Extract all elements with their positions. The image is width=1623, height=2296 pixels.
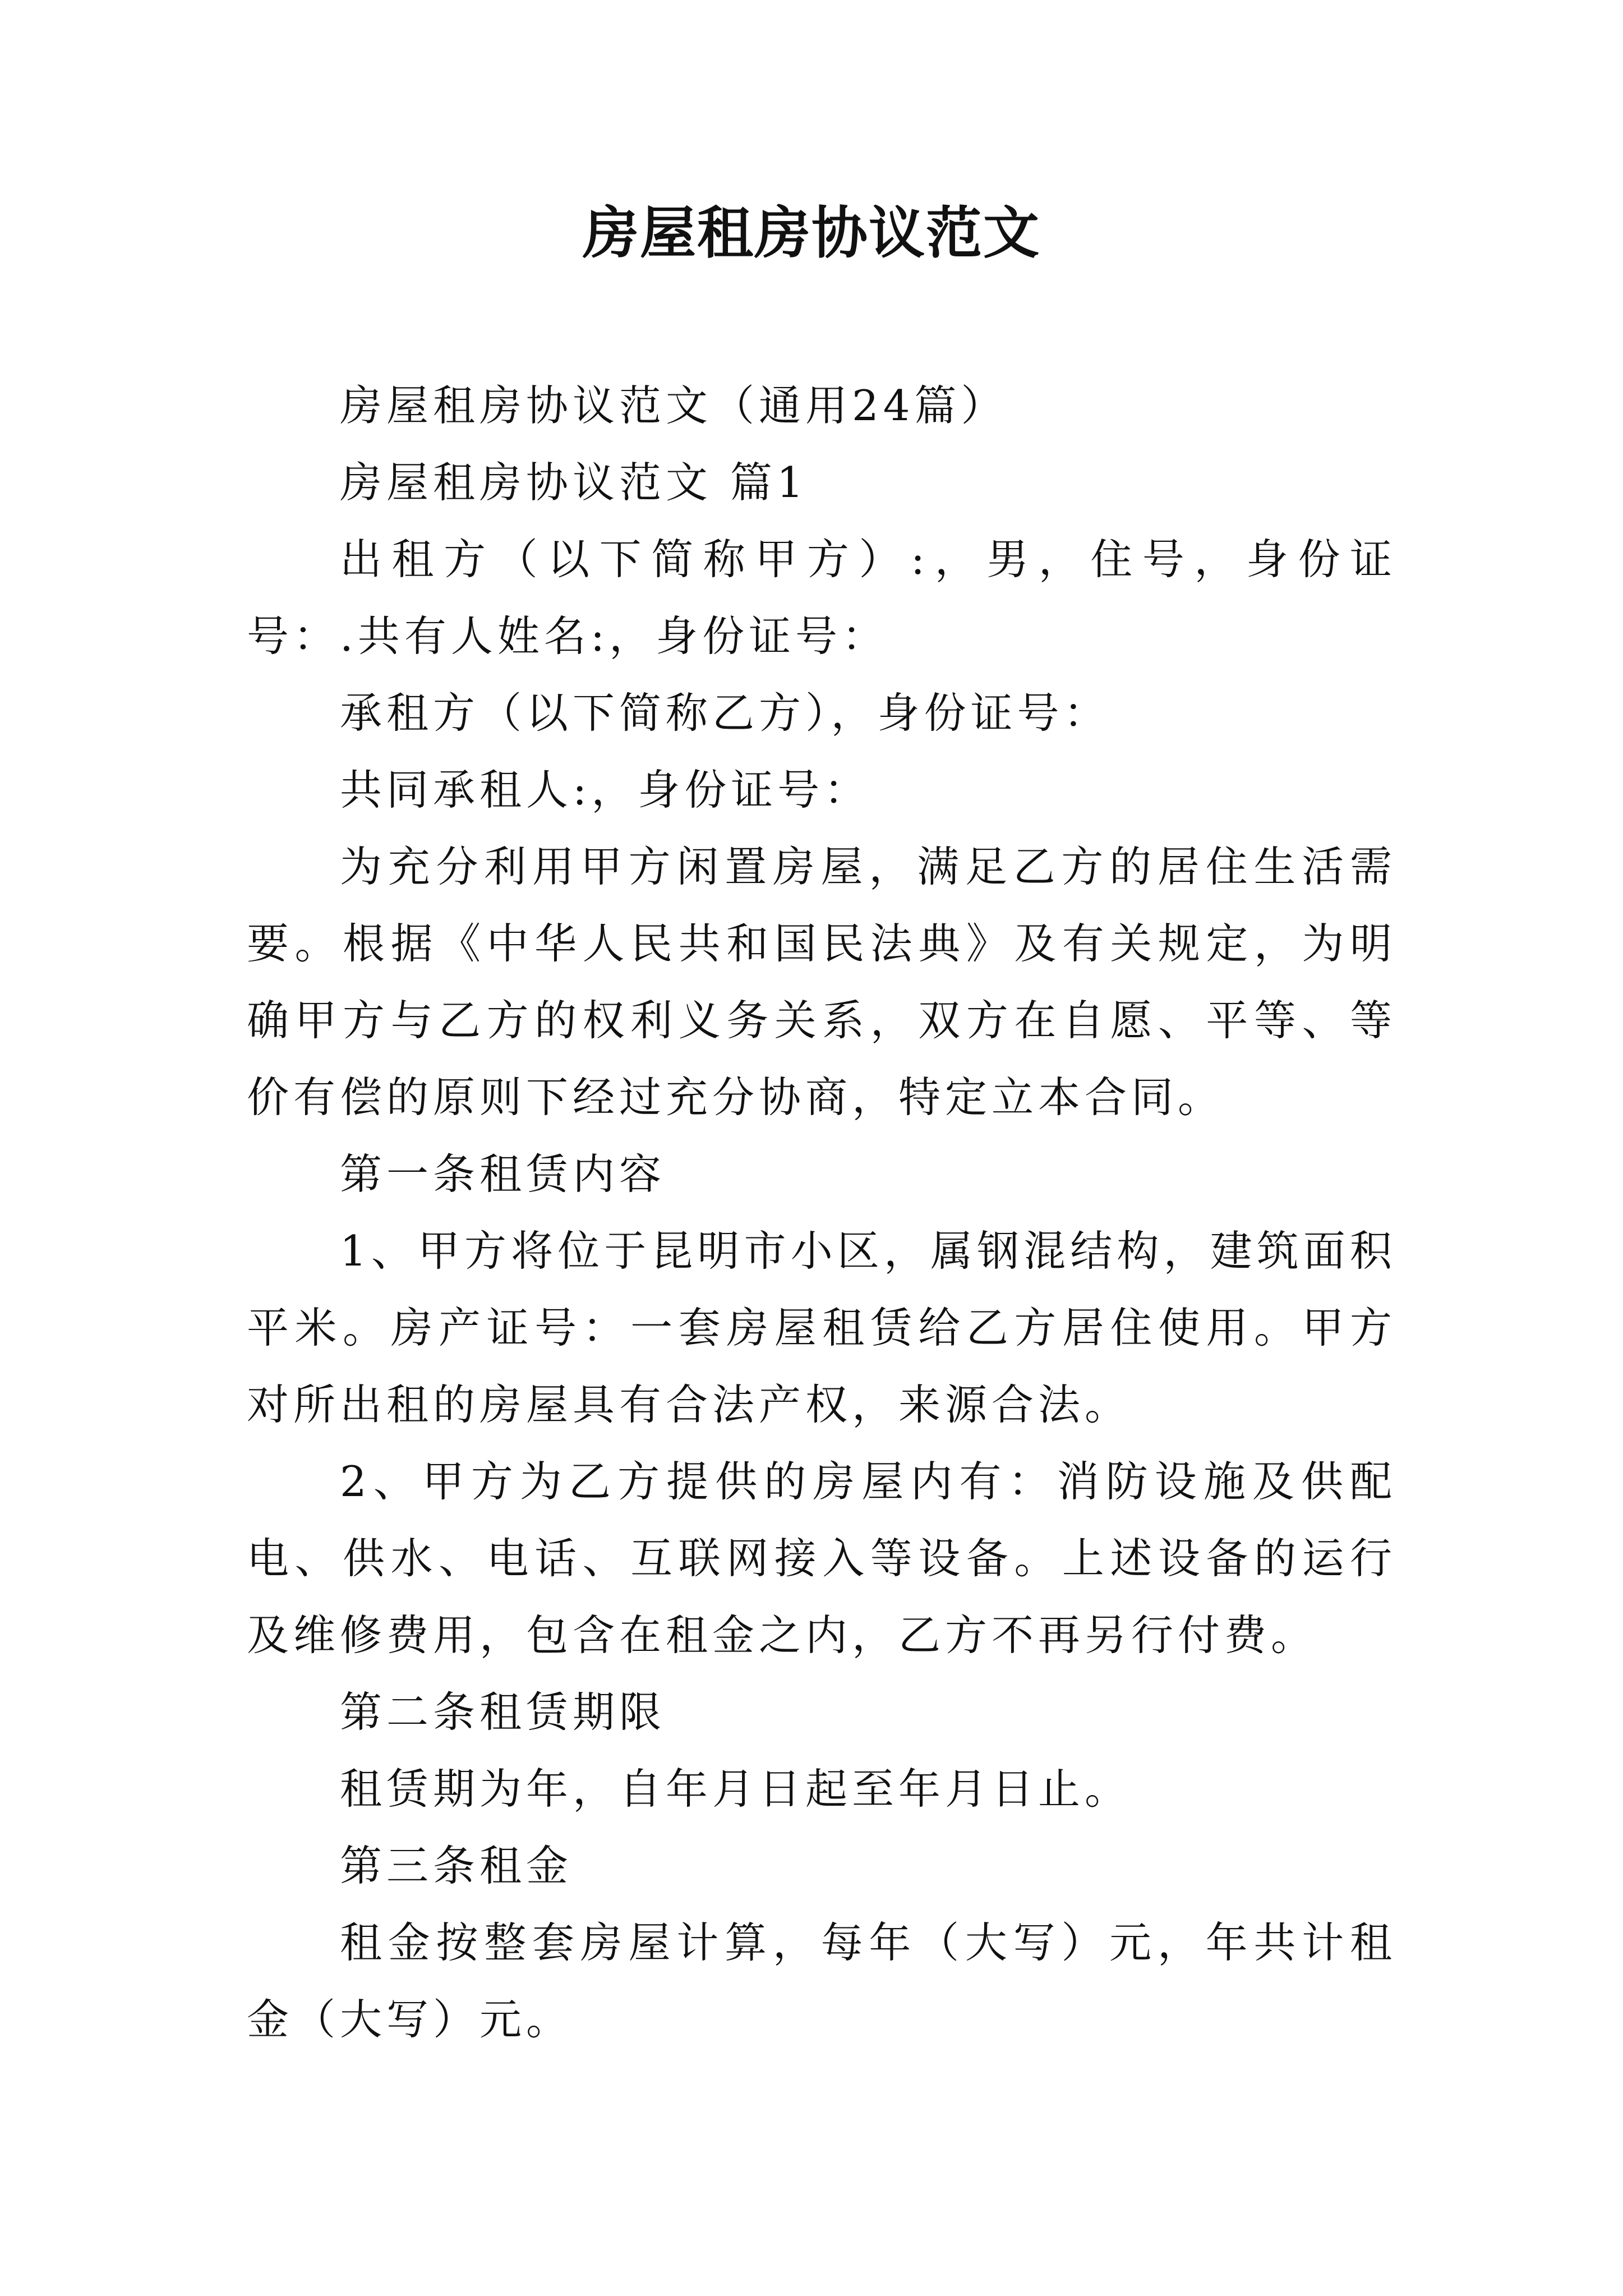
article-1-item-1: 1、甲方将位于昆明市小区，属钢混结构，建筑面积平米。房产证号：一套房屋租赁给乙方居住使用。甲方对所出租的房屋具有合法产权，来源合法。 bbox=[247, 1226, 1396, 1429]
purpose-paragraph: 为充分利用甲方闲置房屋，满足乙方的居住生活需要。根据《中华人民共和国民法典》及有关规定，为明确甲方与乙方的权利义务关系，双方在自愿、平等、等价有偿的原则下经过充分协商，特定立本合同。 bbox=[247, 842, 1396, 1122]
article-2-text: 租赁期为年，自年月日起至年月日止。 bbox=[340, 1764, 1132, 1814]
document-body bbox=[247, 367, 1396, 2058]
article-1-item-2: 2、甲方为乙方提供的房屋内有：消防设施及供配电、供水、电话、互联网接入等设备。上述设备的运行及维修费用，包含在租金之内，乙方不再另行付费。 bbox=[247, 1457, 1396, 1660]
subtitle-paragraph: 房屋租房协议范文（通用24篇） bbox=[340, 381, 1008, 430]
section-heading-pian1: 房屋租房协议范文 篇1 bbox=[340, 458, 808, 507]
article-1-heading: 第一条租赁内容 bbox=[340, 1149, 666, 1199]
article-3-heading: 第三条租金 bbox=[340, 1841, 573, 1890]
lessor-paragraph: 出租方（以下简称甲方）:，男，住号，身份证号：.共有人姓名:，身份证号： bbox=[247, 535, 1396, 661]
article-3-text: 租金按整套房屋计算，每年（大写）元，年共计租金（大写）元。 bbox=[247, 1918, 1396, 2044]
article-2-heading: 第二条租赁期限 bbox=[340, 1687, 666, 1737]
co-lessee-paragraph: 共同承租人:，身份证号： bbox=[340, 765, 871, 815]
lessee-paragraph: 承租方（以下简称乙方），身份证号： bbox=[340, 688, 1110, 738]
document-title: 房屋租房协议范文 bbox=[583, 200, 1040, 266]
